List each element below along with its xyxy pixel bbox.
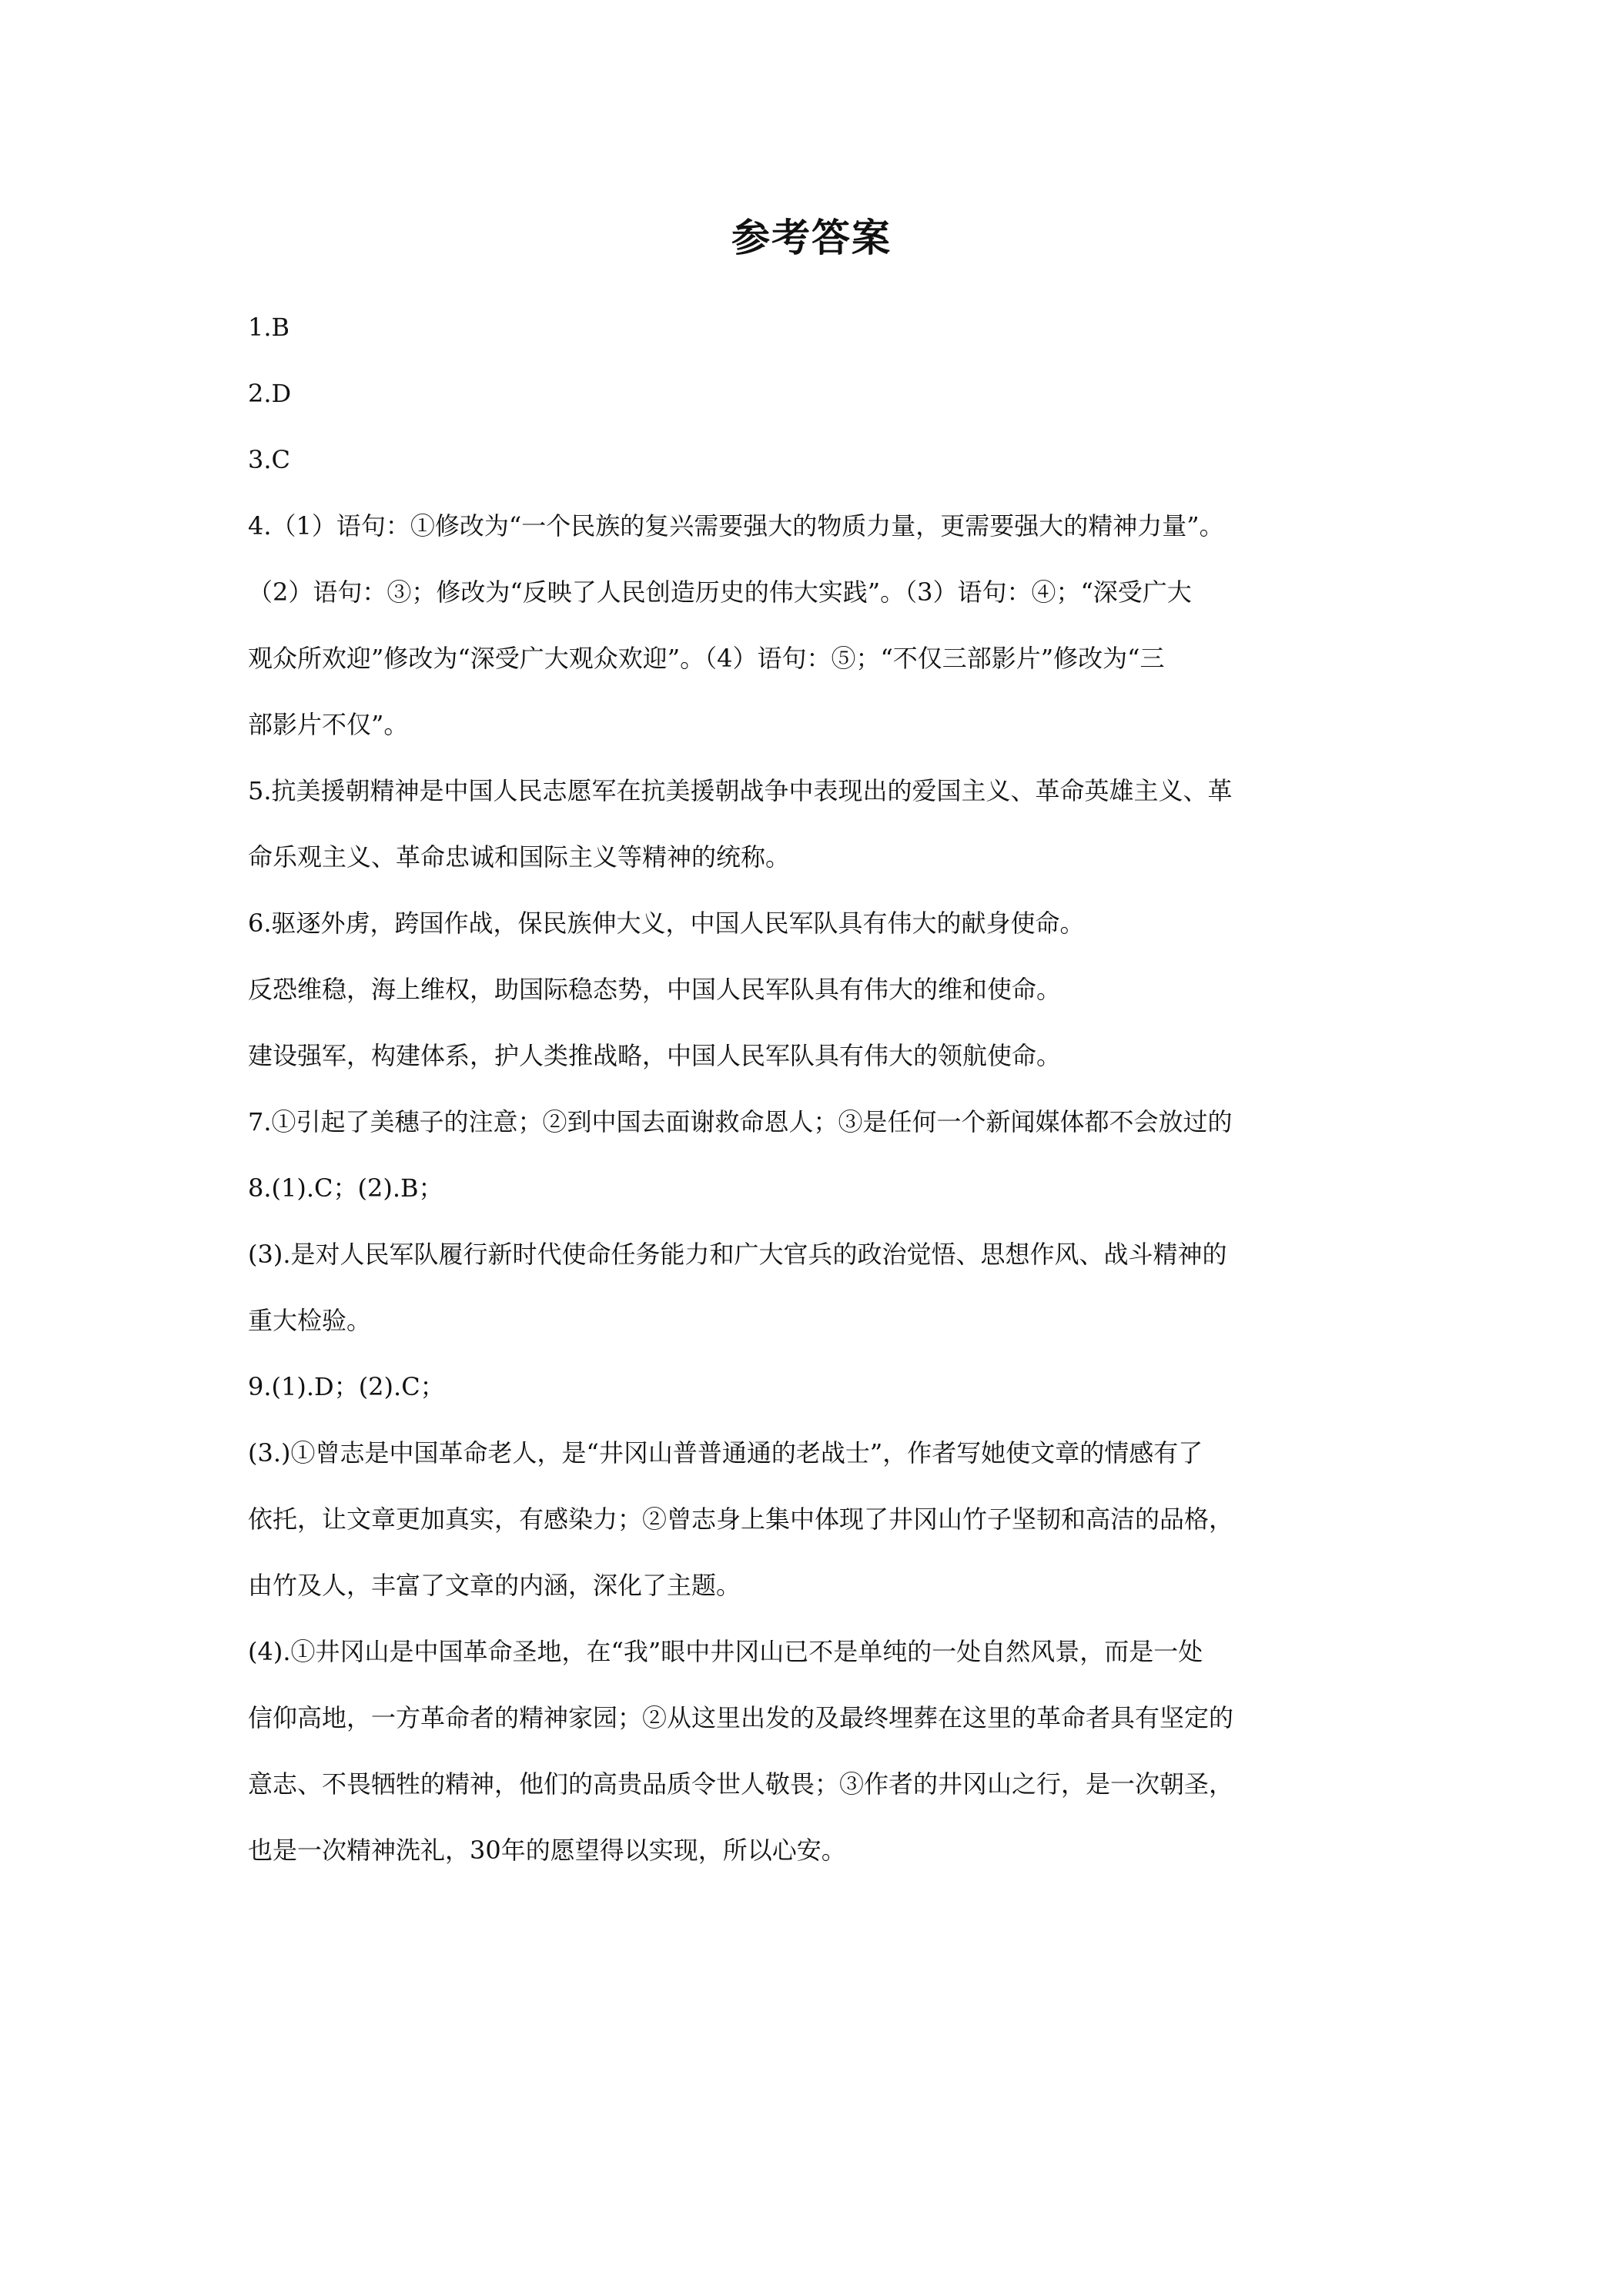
answer-line: 重大检验。 bbox=[248, 1306, 372, 1335]
answer-line: 意志、不畏牺牲的精神，他们的高贵品质令世人敬畏；③作者的井冈山之行，是一次朝圣， bbox=[248, 1769, 1234, 1799]
answer-item-5 bbox=[248, 758, 1387, 890]
answer-line: 信仰高地，一方革命者的精神家园；②从这里出发的及最终埋葬在这里的革命者具有坚定的 bbox=[248, 1703, 1234, 1732]
answer-line: 5.抗美援朝精神是中国人民志愿军在抗美援朝战争中表现出的爱国主义、革命英雄主义、革 bbox=[248, 776, 1233, 805]
page-title: 参考答案 bbox=[731, 216, 892, 260]
answer-line: 1.B bbox=[248, 313, 290, 342]
answer-line: 建设强军，构建体系，护人类推战略，中国人民军队具有伟大的领航使命。 bbox=[248, 1041, 1062, 1070]
answer-line: 依托，让文章更加真实，有感染力；②曾志身上集中体现了井冈山竹子坚韧和高洁的品格， bbox=[248, 1504, 1234, 1534]
answer-item-3 bbox=[248, 427, 1387, 493]
answer-line: 3.C bbox=[248, 445, 291, 474]
answer-line: 也是一次精神洗礼，30年的愿望得以实现，所以心安。 bbox=[248, 1836, 846, 1865]
answer-item-1 bbox=[248, 294, 1387, 360]
answer-item-9 bbox=[248, 1354, 1387, 1883]
answer-line: 反恐维稳，海上维权，助国际稳态势，中国人民军队具有伟大的维和使命。 bbox=[248, 975, 1062, 1004]
answer-line: 6.驱逐外虏，跨国作战，保民族伸大义，中国人民军队具有伟大的献身使命。 bbox=[248, 909, 1085, 938]
answer-line: （2）语句：③；修改为“反映了人民创造历史的伟大实践”。（3）语句：④；“深受广大 bbox=[248, 577, 1192, 607]
answer-line: (3).是对人民军队履行新时代使命任务能力和广大官兵的政治觉悟、思想作风、战斗精神的 bbox=[248, 1240, 1227, 1269]
answer-line: 部影片不仅”。 bbox=[248, 710, 409, 739]
answer-item-6 bbox=[248, 890, 1387, 1089]
answer-item-7 bbox=[248, 1089, 1387, 1155]
answer-item-4 bbox=[248, 493, 1387, 758]
answer-line: 9.(1).D；(2).C； bbox=[248, 1372, 445, 1401]
answer-line: 4.（1）语句：①修改为“一个民族的复兴需要强大的物质力量，更需要强大的精神力量”。 bbox=[248, 511, 1224, 541]
answer-line: 7.①引起了美穗子的注意；②到中国去面谢救命恩人；③是任何一个新闻媒体都不会放过的 bbox=[248, 1107, 1233, 1136]
answer-line: (3.)①曾志是中国革命老人，是“井冈山普普通通的老战士”，作者写她使文章的情感有了 bbox=[248, 1438, 1203, 1468]
answer-line: 2.D bbox=[248, 379, 292, 408]
answer-line: 观众所欢迎”修改为“深受广大观众欢迎”。（4）语句：⑤；“不仅三部影片”修改为“三 bbox=[248, 644, 1165, 673]
answer-line: 8.(1).C；(2).B； bbox=[248, 1173, 443, 1203]
answer-list bbox=[248, 294, 1387, 1883]
answer-line: 命乐观主义、革命忠诚和国际主义等精神的统称。 bbox=[248, 842, 791, 872]
answer-item-2 bbox=[248, 360, 1387, 427]
answer-item-8 bbox=[248, 1155, 1387, 1354]
answer-line: (4).①井冈山是中国革命圣地，在“我”眼中井冈山已不是单纯的一处自然风景，而是一处 bbox=[248, 1637, 1203, 1666]
answer-line: 由竹及人，丰富了文章的内涵，深化了主题。 bbox=[248, 1571, 741, 1600]
